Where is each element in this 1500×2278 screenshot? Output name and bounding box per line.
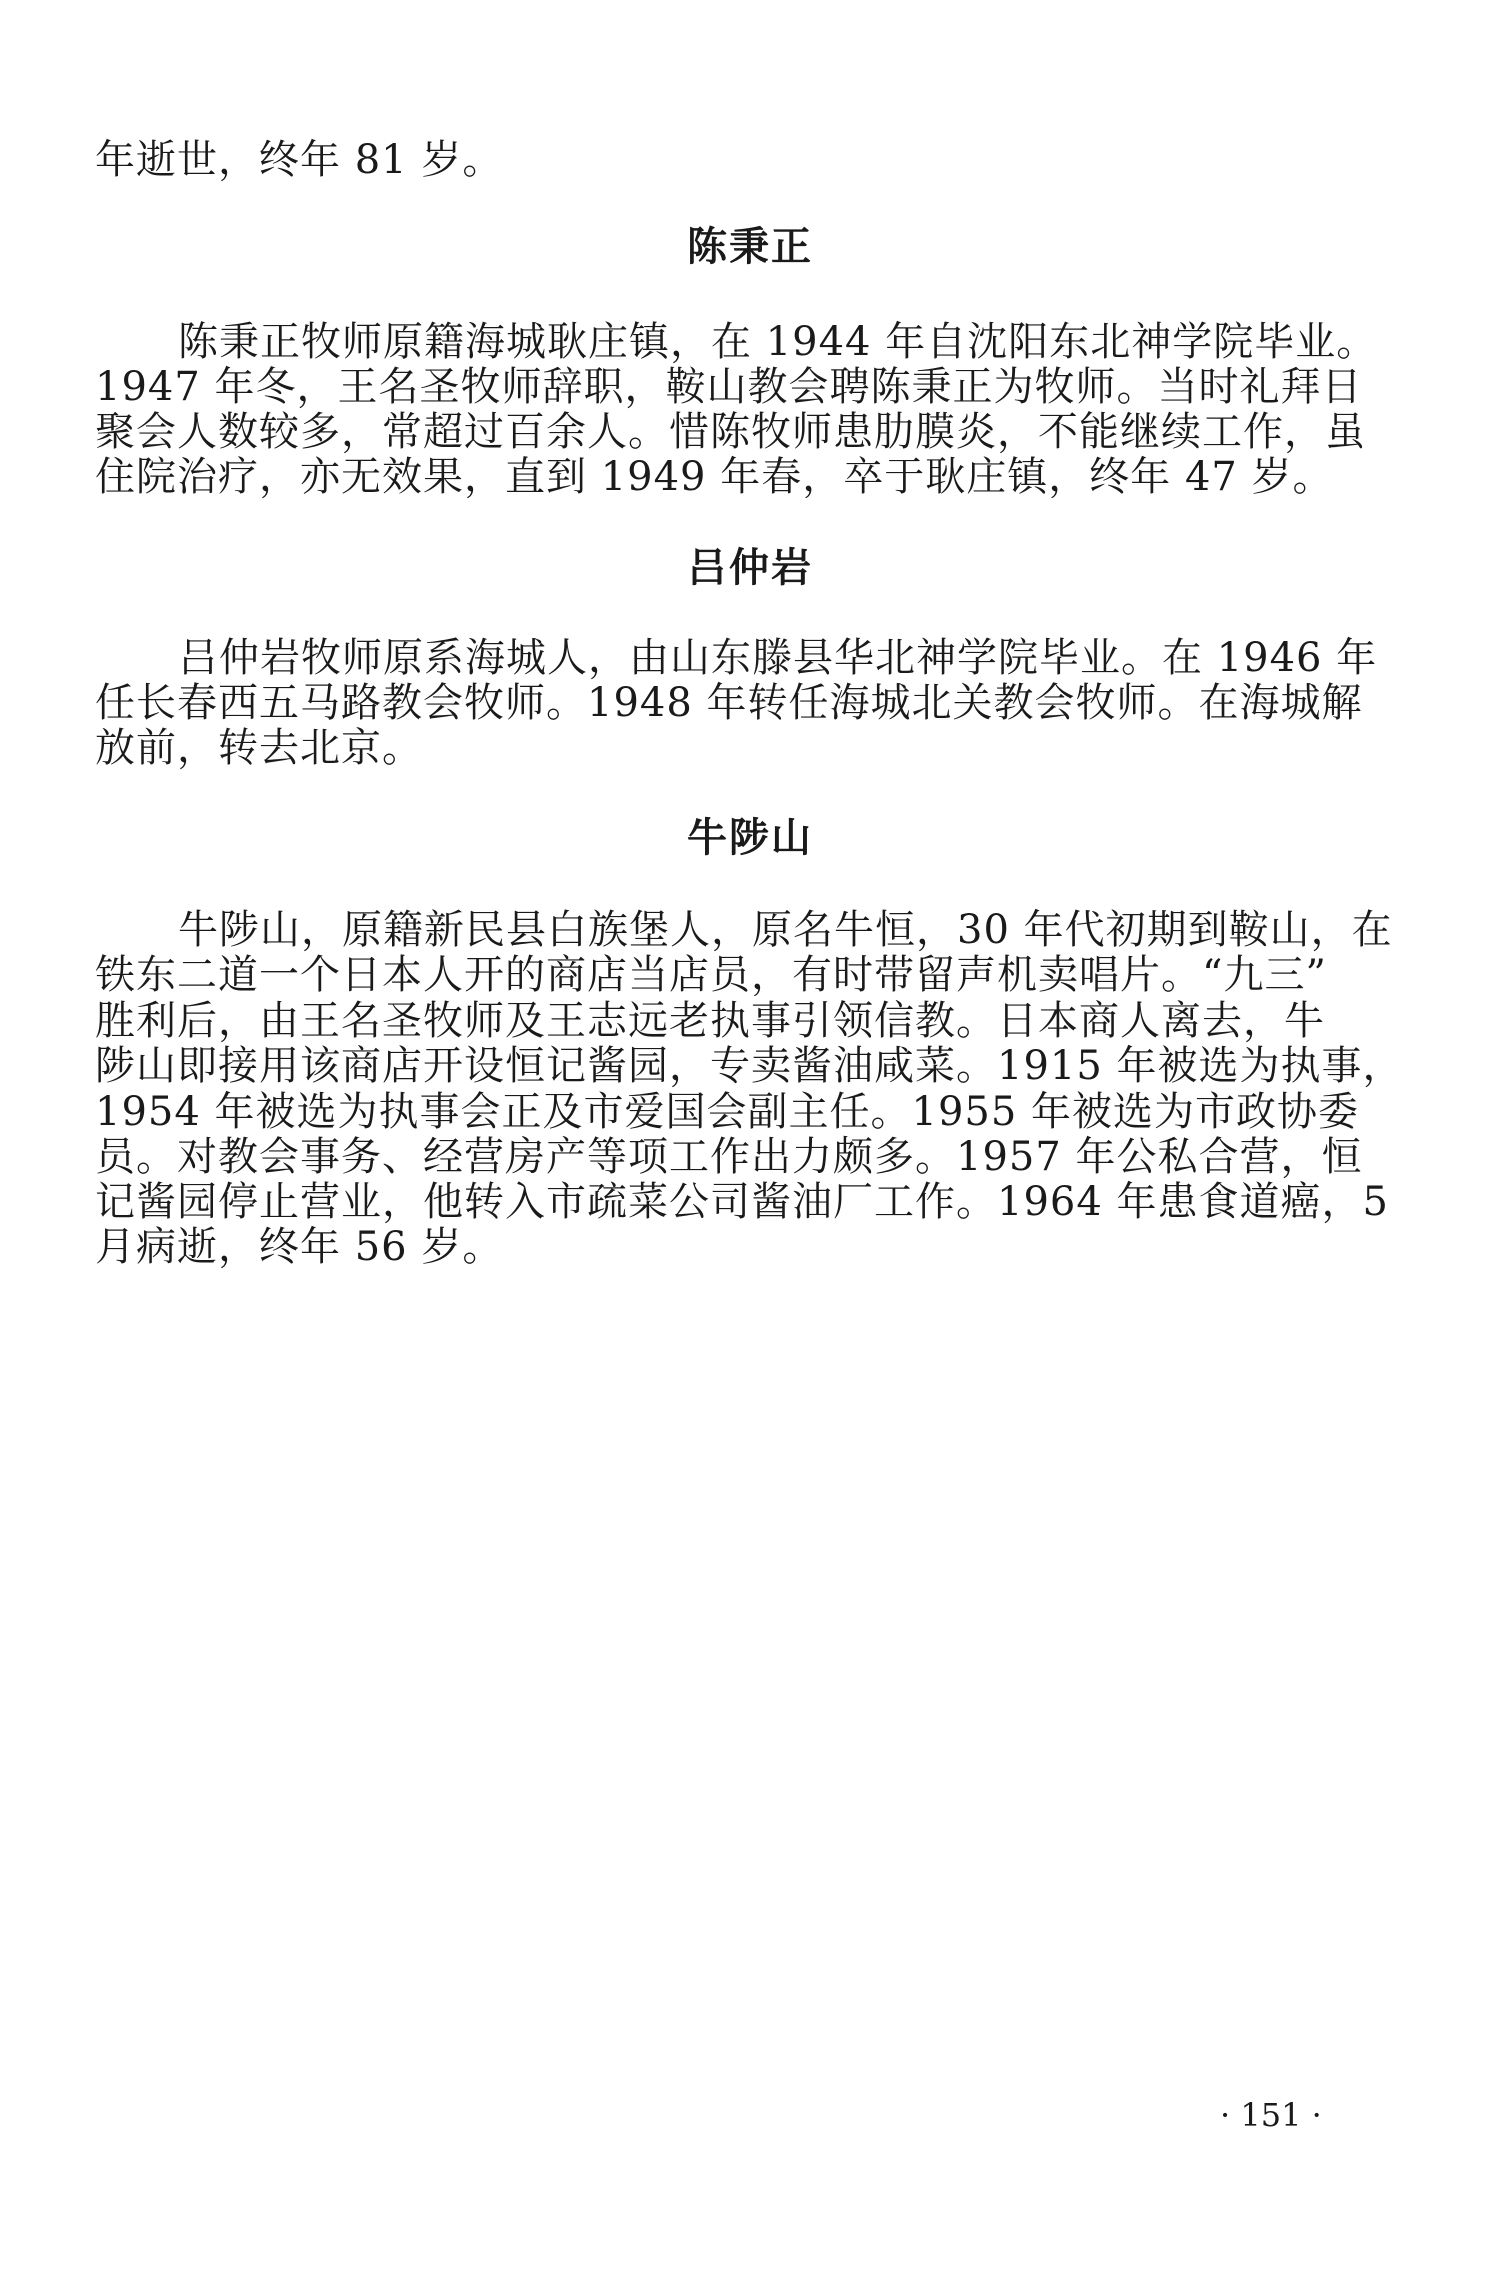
paragraph-line: 员。对教会事务、经营房产等项工作出力颇多。1957 年公私合营，恒 — [95, 1134, 1363, 1180]
paragraph-line: 聚会人数较多，常超过百余人。惜陈牧师患肋膜炎，不能继续工作，虽 — [95, 409, 1366, 455]
paragraph-line: 1947 年冬，王名圣牧师辞职，鞍山教会聘陈秉正为牧师。当时礼拜日 — [95, 364, 1363, 410]
paragraph-line: 铁东二道一个日本人开的商店当店员，有时带留声机卖唱片。“九三” — [95, 952, 1327, 998]
paragraph-line: 陈秉正牧师原籍海城耿庄镇，在 1944 年自沈阳东北神学院毕业。 — [178, 319, 1378, 365]
section-heading-chen-bingzheng: 陈秉正 — [687, 224, 813, 270]
continuation-line: 年逝世，终年 81 岁。 — [95, 137, 504, 183]
paragraph-line: 陟山即接用该商店开设恒记酱园，专卖酱油咸菜。1915 年被选为执事， — [95, 1043, 1404, 1089]
paragraph-line: 任长春西五马路教会牧师。1948 年转任海城北关教会牧师。在海城解 — [95, 680, 1363, 726]
paragraph-line: 牛陟山，原籍新民县白族堡人，原名牛恒，30 年代初期到鞍山，在 — [178, 907, 1393, 953]
section-heading-niu-zhishan: 牛陟山 — [687, 815, 813, 861]
paragraph-line: 1954 年被选为执事会正及市爱国会副主任。1955 年被选为市政协委 — [95, 1089, 1360, 1135]
page-number: · 151 · — [1220, 2096, 1322, 2134]
paragraph-line: 放前，转去北京。 — [95, 725, 423, 771]
paragraph-line: 住院治疗，亦无效果，直到 1949 年春，卒于耿庄镇，终年 47 岁。 — [95, 454, 1334, 500]
paragraph-line: 胜利后，由王名圣牧师及王志远老执事引领信教。日本商人离去，牛 — [95, 998, 1325, 1044]
paragraph-line: 记酱园停止营业，他转入市疏菜公司酱油厂工作。1964 年患食道癌，5 — [95, 1179, 1389, 1225]
paragraph-line: 吕仲岩牧师原系海城人，由山东滕县华北神学院毕业。在 1946 年 — [178, 635, 1378, 681]
section-heading-lv-zhongyan: 吕仲岩 — [687, 545, 813, 591]
paragraph-line: 月病逝，终年 56 岁。 — [95, 1224, 504, 1270]
